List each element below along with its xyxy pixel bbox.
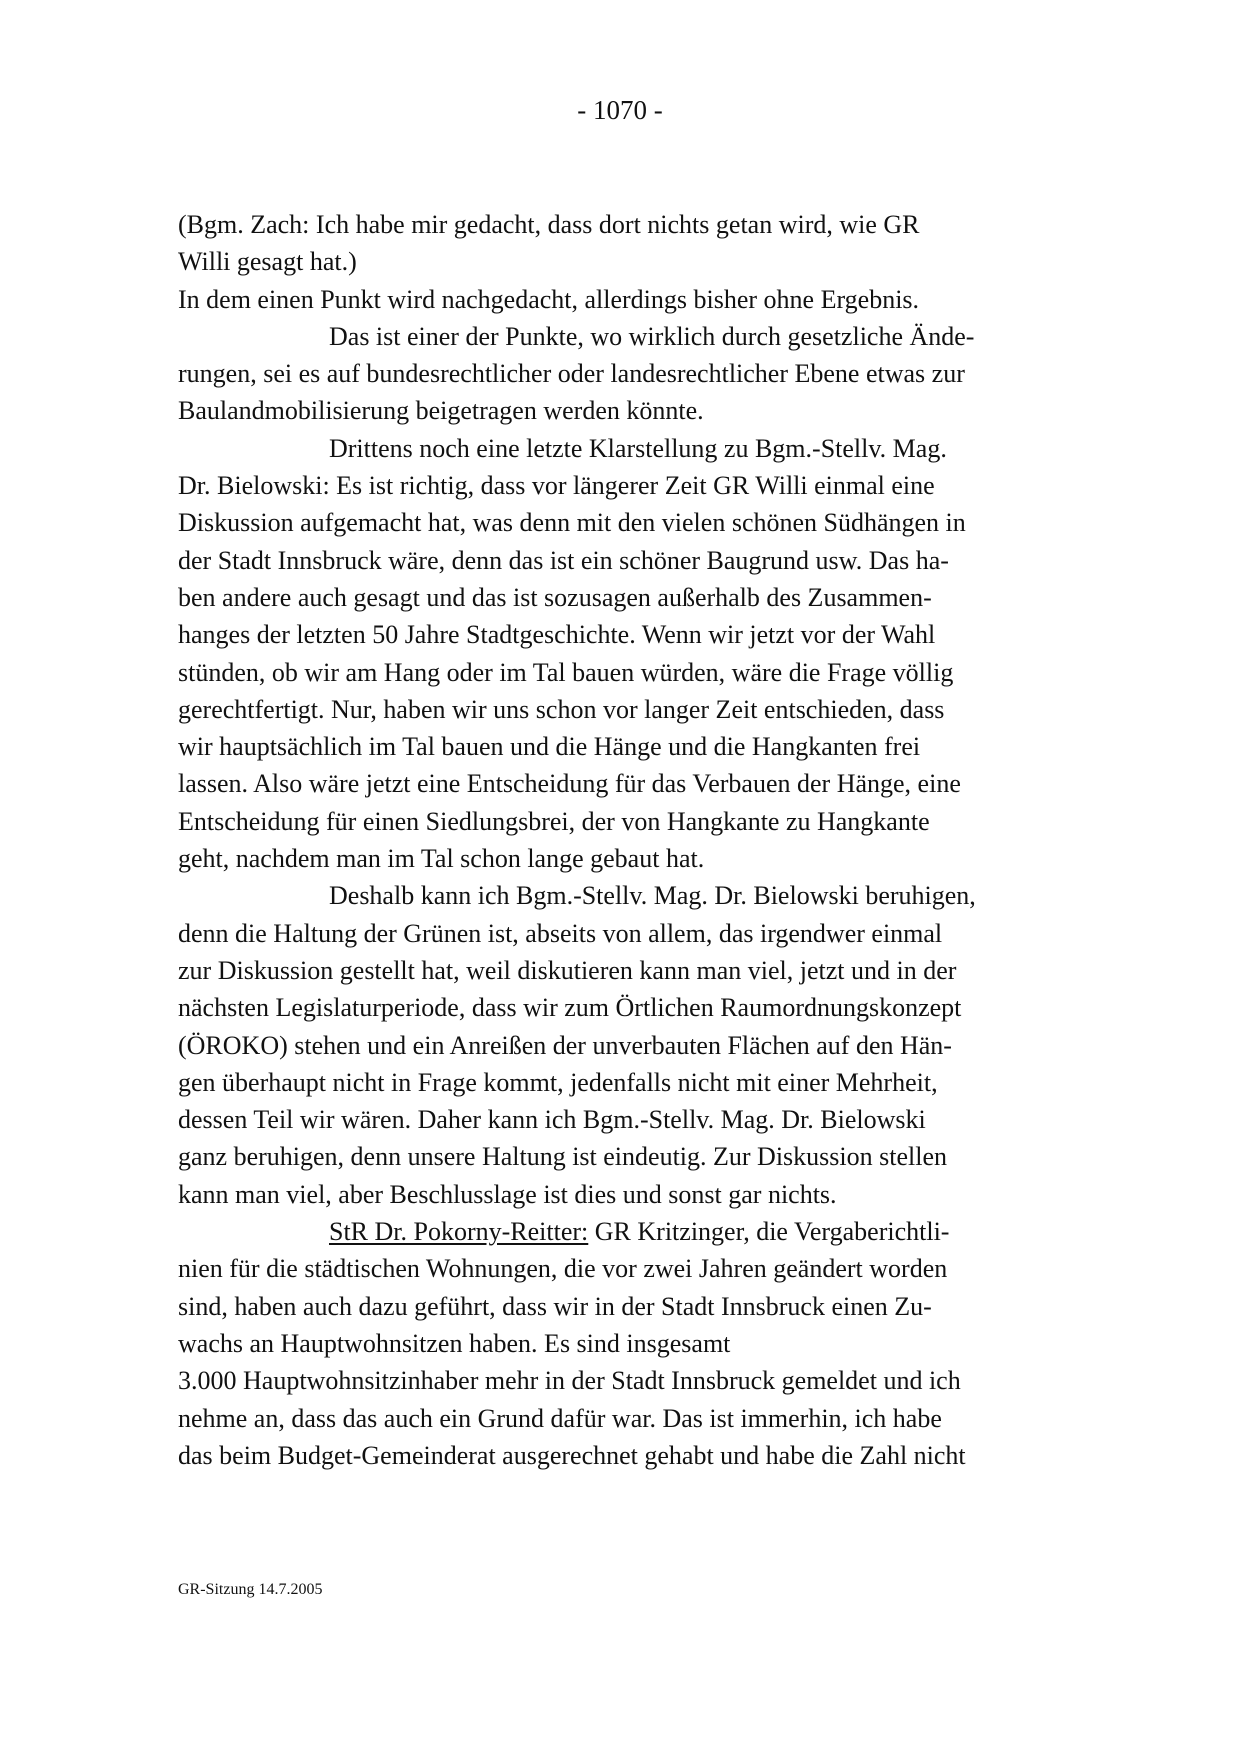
text-line: Diskussion aufgemacht hat, was denn mit den vielen schönen Südhängen in xyxy=(178,508,966,538)
text-line: hanges der letzten 50 Jahre Stadtgeschichte. Wenn wir jetzt vor der Wahl xyxy=(178,620,936,650)
text-line: nächsten Legislaturperiode, dass wir zum Örtlichen Raumordnungskonzept xyxy=(178,993,962,1023)
text-line: Entscheidung für einen Siedlungsbrei, der von Hangkante zu Hangkante xyxy=(178,806,930,836)
text-line: rungen, sei es auf bundesrechtlicher oder landesrechtlicher Ebene etwas zur xyxy=(178,359,965,389)
text-line: kann man viel, aber Beschlusslage ist dies und sonst gar nichts. xyxy=(178,1179,837,1209)
text-line: ganz beruhigen, denn unsere Haltung ist eindeutig. Zur Diskussion stellen xyxy=(178,1142,948,1172)
text-line: stünden, ob wir am Hang oder im Tal bauen würden, wäre die Frage völlig xyxy=(178,657,954,687)
text-line: Drittens noch eine letzte Klarstellung zu Bgm.-Stellv. Mag. xyxy=(329,433,947,463)
text-line: denn die Haltung der Grünen ist, abseits von allem, das irgendwer einmal xyxy=(178,918,943,948)
text-line: nien für die städtischen Wohnungen, die vor zwei Jahren geändert worden xyxy=(178,1254,948,1284)
text-line: wachs an Hauptwohnsitzen haben. Es sind insgesamt xyxy=(178,1328,731,1358)
text-line: gerechtfertigt. Nur, haben wir uns schon vor langer Zeit entschieden, dass xyxy=(178,694,945,724)
text-line: 3.000 Hauptwohnsitzinhaber mehr in der Stadt Innsbruck gemeldet und ich xyxy=(178,1366,961,1396)
page-number: - 1070 - xyxy=(577,95,663,125)
text-line: In dem einen Punkt wird nachgedacht, allerdings bisher ohne Ergebnis. xyxy=(178,284,920,314)
text-line: (Bgm. Zach: Ich habe mir gedacht, dass dort nichts getan wird, wie GR xyxy=(178,210,920,239)
text-line: ben andere auch gesagt und das ist sozusagen außerhalb des Zusammen- xyxy=(178,582,932,612)
text-line: sind, haben auch dazu geführt, dass wir in der Stadt Innsbruck einen Zu- xyxy=(178,1291,932,1321)
text-line: Deshalb kann ich Bgm.-Stellv. Mag. Dr. Bielowski beruhigen, xyxy=(329,881,976,911)
text-line: der Stadt Innsbruck wäre, denn das ist ein schöner Baugrund usw. Das ha- xyxy=(178,545,949,575)
text-line: wir hauptsächlich im Tal bauen und die Hänge und die Hangkanten frei xyxy=(178,732,921,762)
text-line: Willi gesagt hat.) xyxy=(178,247,357,277)
text-line: Dr. Bielowski: Es ist richtig, dass vor längerer Zeit GR Willi einmal eine xyxy=(178,471,935,501)
text-line: das beim Budget-Gemeinderat ausgerechnet gehabt und habe die Zahl nicht xyxy=(178,1440,966,1470)
text-line: zur Diskussion gestellt hat, weil diskutieren kann man viel, jetzt und in der xyxy=(178,955,957,985)
text-line: lassen. Also wäre jetzt eine Entscheidung für das Verbauen der Hänge, eine xyxy=(178,769,961,799)
text-line: gen überhaupt nicht in Frage kommt, jedenfalls nicht mit einer Mehrheit, xyxy=(178,1067,938,1097)
text-line: dessen Teil wir wären. Daher kann ich Bgm.-Stellv. Mag. Dr. Bielowski xyxy=(178,1105,926,1135)
text-line: nehme an, dass das auch ein Grund dafür war. Das ist immerhin, ich habe xyxy=(178,1403,942,1433)
body-text xyxy=(178,206,1078,1474)
text-line: Das ist einer der Punkte, wo wirklich durch gesetzliche Ände- xyxy=(329,321,975,351)
footer-label: GR-Sitzung 14.7.2005 xyxy=(178,1581,323,1598)
speaker-name: StR Dr. Pokorny-Reitter: xyxy=(329,1217,589,1247)
text-line: (ÖROKO) stehen und ein Anreißen der unverbauten Flächen auf den Hän- xyxy=(178,1030,952,1060)
speaker-line-text: GR Kritzinger, die Vergaberichtli- xyxy=(588,1217,950,1247)
text-line: geht, nachdem man im Tal schon lange gebaut hat. xyxy=(178,844,705,874)
speaker-line xyxy=(178,1213,1078,1250)
text-line: Baulandmobilisierung beigetragen werden könnte. xyxy=(178,396,704,426)
